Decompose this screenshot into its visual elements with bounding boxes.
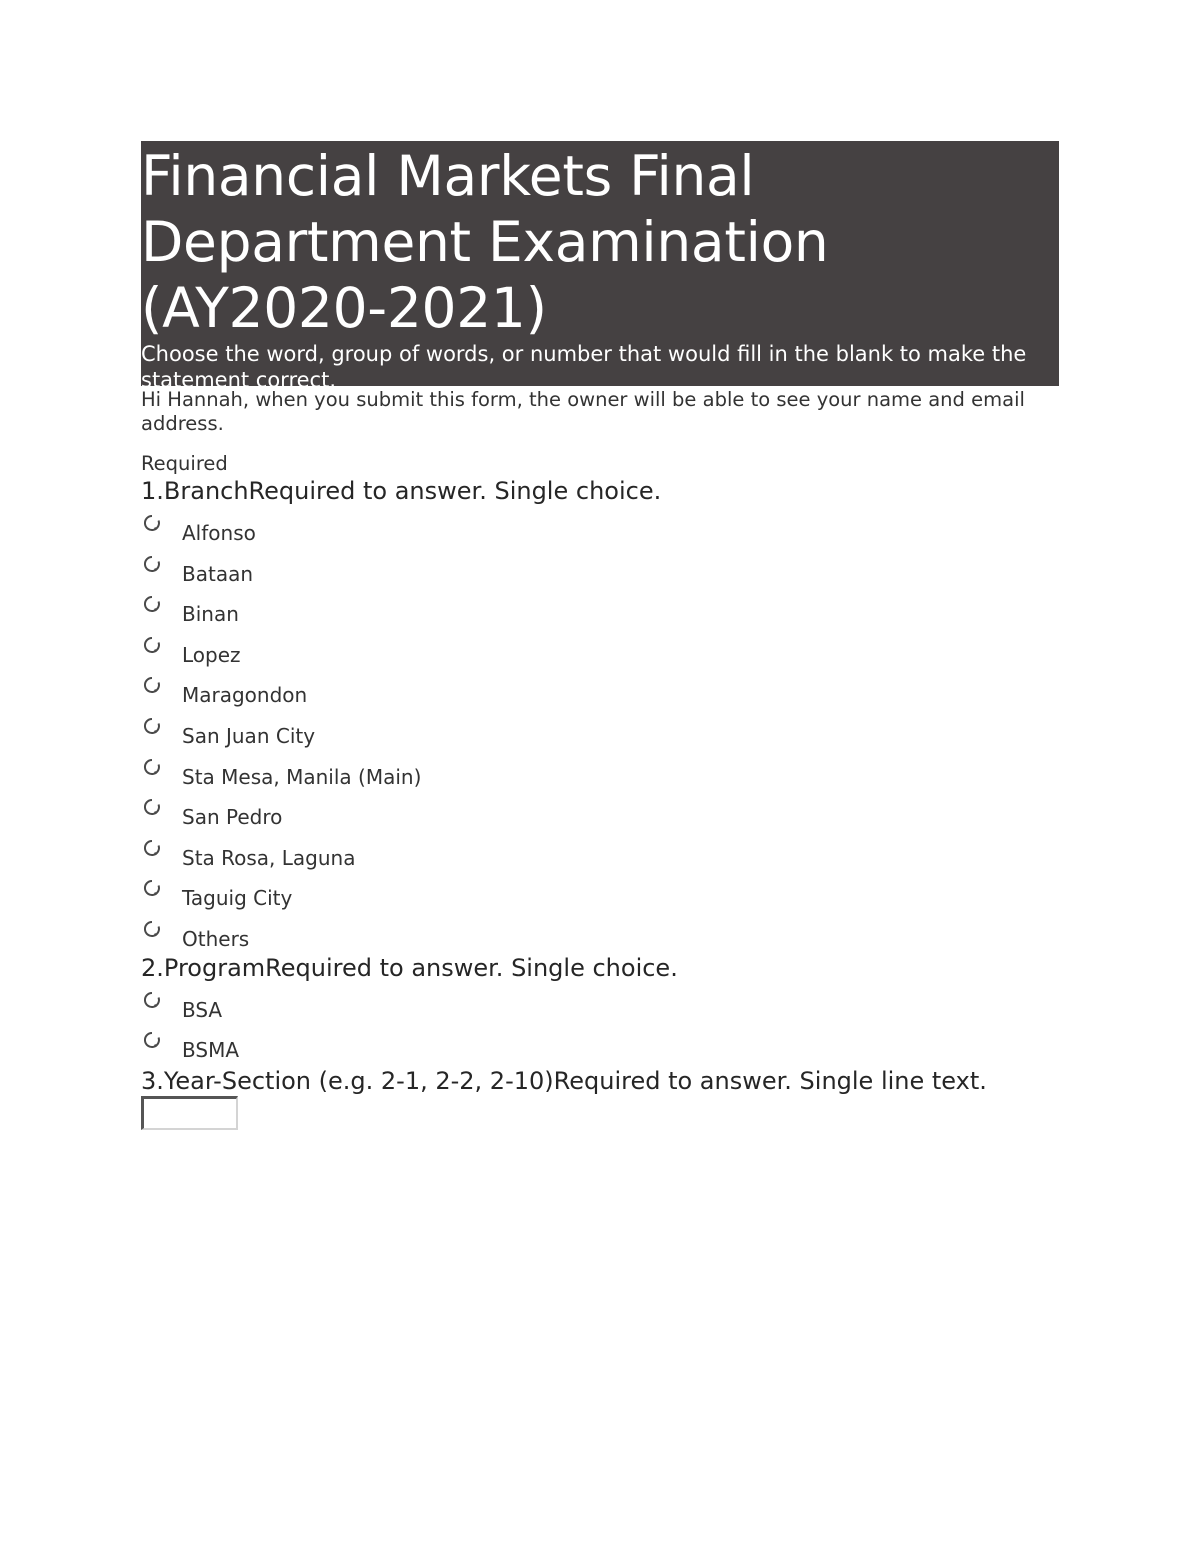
option-label: Alfonso [182, 521, 256, 545]
form-description: Choose the word, group of words, or number that would fill in the blank to make the statement correct. [141, 342, 1027, 392]
option-san-pedro[interactable] [141, 790, 1059, 831]
option-label: Lopez [182, 642, 241, 667]
options-list [141, 506, 1059, 953]
radio-icon[interactable] [143, 758, 161, 776]
radio-icon[interactable] [143, 1031, 161, 1049]
option-taguig-city[interactable] [141, 871, 1059, 912]
form-title: Financial Markets Final Department Examination (AY2020-2021) [141, 144, 829, 340]
option-bsma[interactable] [141, 1023, 1059, 1064]
option-san-juan-city[interactable] [141, 709, 1059, 750]
radio-icon[interactable] [143, 991, 161, 1009]
option-label: Taguig City [182, 886, 293, 911]
form-header [141, 141, 1059, 392]
option-lopez[interactable] [141, 628, 1059, 669]
question-title: 3.Year-Section (e.g. 2-1, 2-2, 2-10)Required to answer. Single line text. [141, 1066, 987, 1095]
radio-icon[interactable] [143, 798, 161, 816]
option-label: Others [182, 926, 250, 951]
radio-icon[interactable] [143, 676, 161, 694]
radio-icon[interactable] [143, 839, 161, 857]
option-label: Sta Mesa, Manila (Main) [182, 764, 422, 789]
form-page [141, 141, 1059, 1130]
option-binan[interactable] [141, 587, 1059, 628]
option-maragondon[interactable] [141, 668, 1059, 709]
option-bataan[interactable] [141, 547, 1059, 588]
option-others[interactable] [141, 912, 1059, 953]
option-label: San Juan City [182, 723, 316, 748]
radio-icon[interactable] [143, 636, 161, 654]
option-label: BSMA [182, 1038, 240, 1063]
option-label: Bataan [182, 561, 254, 586]
option-sta-rosa-laguna[interactable] [141, 831, 1059, 872]
radio-icon[interactable] [143, 717, 161, 735]
option-label: San Pedro [182, 805, 283, 830]
option-label: Maragondon [182, 683, 308, 708]
year-section-input[interactable] [141, 1096, 238, 1130]
question-title: 1.BranchRequired to answer. Single choice. [141, 477, 662, 505]
option-label: Sta Rosa, Laguna [182, 845, 356, 870]
option-bsa[interactable] [141, 983, 1059, 1024]
option-label: BSA [182, 997, 223, 1022]
options-list [141, 983, 1059, 1064]
radio-icon[interactable] [143, 514, 161, 532]
question-year-section [141, 1066, 1059, 1130]
required-note: Required [141, 452, 228, 475]
question-program [141, 953, 1059, 1064]
identity-notice: Hi Hannah, when you submit this form, the owner will be able to see your name and email address. [141, 388, 1025, 435]
option-sta-mesa-manila[interactable] [141, 750, 1059, 791]
radio-icon[interactable] [143, 595, 161, 613]
question-title: 2.ProgramRequired to answer. Single choice. [141, 953, 678, 982]
radio-icon[interactable] [143, 555, 161, 573]
question-branch [141, 476, 1059, 953]
option-alfonso[interactable] [141, 506, 1059, 547]
radio-icon[interactable] [143, 920, 161, 938]
radio-icon[interactable] [143, 879, 161, 897]
option-label: Binan [182, 602, 239, 627]
